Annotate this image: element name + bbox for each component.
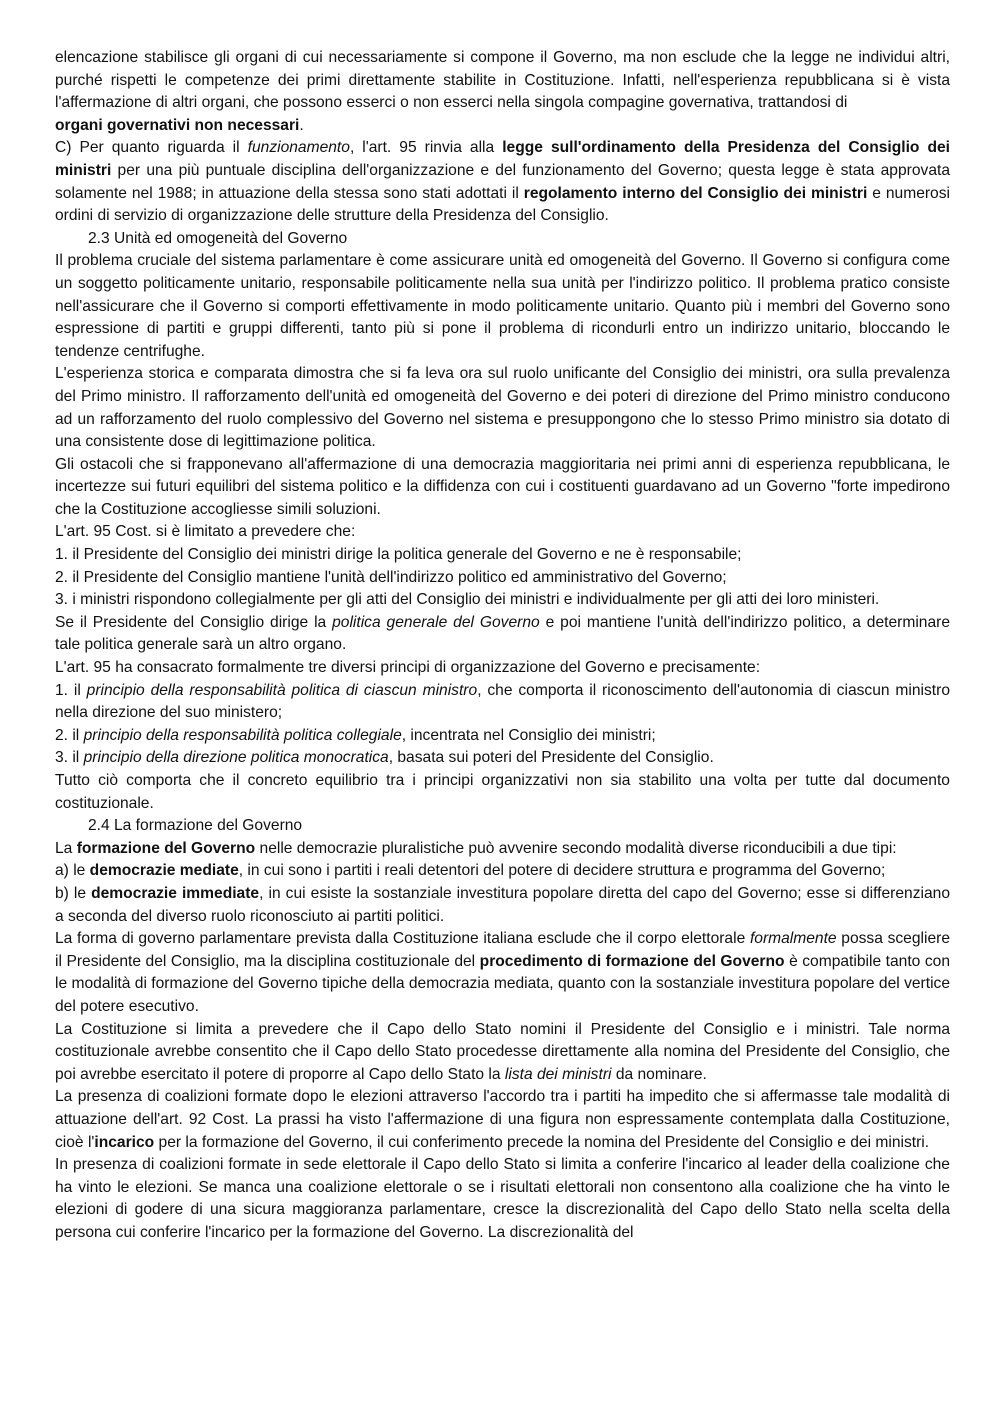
- text-run: In presenza di coalizioni formate in sede elettorale il Capo dello Stato si limita a conferire l'incarico al leader della coalizione che ha vinto le elezioni. Se manca una coalizione elettorale o se i risultati elettorali non consentono alla coalizione che ha vinto le elezioni di godere di una sicura maggioranza parlamentare, cresce la discrezionalità del Capo dello Stato nella scelta della persona cui conferire l'incarico per la formazione del Governo. La discrezionalità del: [55, 1156, 950, 1241]
- text-run: da nominare.: [611, 1065, 707, 1083]
- italic-text: principio della responsabilità politica di ciascun ministro: [86, 681, 478, 699]
- text-run: e numerosi ordini di servizio di organizzazione delle strutture della Presidenza del Consiglio.: [55, 184, 950, 225]
- bold-text: incarico: [94, 1133, 155, 1151]
- paragraph: [55, 47, 950, 115]
- italic-text: formalmente: [749, 930, 837, 948]
- text-run: a) le: [55, 862, 90, 880]
- text-run: 2. il Presidente del Consiglio mantiene l'unità dell'indirizzo politico ed amministrativo del Governo;: [55, 568, 727, 586]
- italic-text: politica generale del Governo: [332, 613, 540, 631]
- paragraph: [55, 1019, 950, 1087]
- paragraph: [55, 612, 950, 657]
- text-run: , che comporta il riconoscimento dell'autonomia di ciascun ministro nella direzione del suo ministero;: [55, 681, 950, 722]
- text-run: Tutto ciò comporta che il concreto equilibrio tra i principi organizzativi non sia stabilito una volta per tutte dal documento costituzionale.: [55, 772, 950, 812]
- text-run: nelle democrazie pluralistiche può avvenire secondo modalità diverse riconducibili a due tipi:: [255, 839, 897, 857]
- paragraph: [55, 770, 950, 815]
- text-run: Gli ostacoli che si frapponevano all'affermazione di una democrazia maggioritaria nei primi anni di esperienza repubblicana, le incertezze sui futuri equilibri del sistema politico e la diffidenza con cui i costituenti guardavano ad un Governo "forte impedirono che la Costituzione accogliesse simili soluzioni.: [55, 455, 950, 518]
- text-run: 2.4 La formazione del Governo: [88, 817, 303, 835]
- paragraph: [55, 137, 950, 227]
- text-run: per la formazione del Governo, il cui conferimento precede la nomina del Presidente del Consiglio e dei ministri.: [154, 1133, 930, 1151]
- text-run: è compatibile tanto con le modalità di formazione del Governo tipiche della democrazia mediata, quanto con la sostanziale investitura popolare del vertice del potere esecutivo.: [55, 952, 950, 1015]
- text-run: L'esperienza storica e comparata dimostra che si fa leva ora sul ruolo unificante del Consiglio dei ministri, ora sulla prevalenza del Primo ministro. Il rafforzamento dell'unità ed omogeneità del Governo e dei poteri di direzione del Primo ministro conducono ad un rafforzamento del ruolo complessivo del Governo nel sistema e presuppongono che lo stesso Primo ministro sia dotato di una consistente dose di legittimazione politica.: [55, 365, 950, 451]
- section-heading: [55, 815, 950, 838]
- text-run: C) Per quanto riguarda il: [55, 139, 248, 157]
- bold-text: organi governativi non necessari: [55, 116, 300, 134]
- text-run: La presenza di coalizioni formate dopo le elezioni attraverso l'accordo tra i partiti ha impedito che si affermasse tale modalità di attuazione dell'art. 92 Cost. La prassi ha visto l'affermazione di una figura non espressamente contemplata dalla Costituzione, cioè l': [55, 1088, 950, 1151]
- paragraph: [55, 838, 950, 861]
- bold-text: legge sull'ordinamento della Presidenza del Consiglio dei ministri: [55, 139, 950, 179]
- paragraph: [55, 454, 950, 522]
- bold-text: procedimento di formazione del Governo: [479, 952, 785, 970]
- paragraph: [55, 657, 950, 680]
- text-run: elencazione stabilisce gli organi di cui necessariamente si compone il Governo, ma non esclude che la legge ne individui altri, purché rispetti le competenze dei primi direttamente stabilite in Costituzione. Infatti, nell'esperienza repubblicana si è vista l'affermazione di altri organi, che possono esserci o non esserci nella singola compagine governativa, trattandosi di: [55, 49, 950, 112]
- bold-text: democrazie mediate: [89, 862, 239, 880]
- paragraph: [55, 747, 950, 770]
- paragraph: [55, 250, 950, 363]
- text-run: b) le: [55, 884, 92, 902]
- bold-text: formazione del Governo: [76, 839, 256, 857]
- paragraph: [55, 544, 950, 567]
- paragraph: [55, 860, 950, 883]
- paragraph: [55, 680, 950, 725]
- text-run: L'art. 95 ha consacrato formalmente tre diversi principi di organizzazione del Governo e precisamente:: [55, 659, 761, 677]
- text-run: L'art. 95 Cost. si è limitato a prevedere che:: [55, 523, 356, 541]
- paragraph: [55, 521, 950, 544]
- italic-text: principio della responsabilità politica collegiale: [83, 726, 402, 744]
- text-run: Se il Presidente del Consiglio dirige la: [55, 613, 333, 631]
- italic-text: principio della direzione politica monocratica: [83, 749, 389, 767]
- paragraph: [55, 115, 950, 138]
- paragraph: [55, 1086, 950, 1154]
- text-run: 2. il: [55, 726, 84, 744]
- text-run: 2.3 Unità ed omogeneità del Governo: [88, 229, 348, 247]
- text-run: Il problema cruciale del sistema parlamentare è come assicurare unità ed omogeneità del Governo. Il Governo si configura come un soggetto politicamente unitario, responsabile politicamente nella sua unità per l'indirizzo politico. Il problema pratico consiste nell'assicurare che il Governo si comporti effettivamente in modo politicamente unitario. Quanto più i membri del Governo sono espressione di partiti e gruppi differenti, tanto più si pone il problema di ricondurli entro un indirizzo unitario, bloccando le tendenze centrifughe.: [55, 252, 950, 360]
- text-run: per una più puntuale disciplina dell'organizzazione e del funzionamento del Governo; questa legge è stata approvata solamente nel 1988; in attuazione della stessa sono stati adottati il: [55, 161, 950, 202]
- italic-text: funzionamento: [247, 139, 350, 157]
- text-run: , basata sui poteri del Presidente del Consiglio.: [388, 749, 714, 767]
- text-run: 1. il: [55, 681, 87, 699]
- paragraph: [55, 589, 950, 612]
- paragraph: [55, 1154, 950, 1244]
- bold-text: regolamento interno del Consiglio dei ministri: [523, 184, 868, 202]
- paragraph: [55, 725, 950, 748]
- text-run: La Costituzione si limita a prevedere che il Capo dello Stato nomini il Presidente del Consiglio e i ministri. Tale norma costituzionale avrebbe consentito che il Capo dello Stato procedesse direttamente alla nomina del Presidente del Consiglio, che poi avrebbe esercitato il potere di proporre al Capo dello Stato la: [55, 1020, 950, 1083]
- text-run: 3. i ministri rispondono collegialmente per gli atti del Consiglio dei ministri e individualmente per gli atti dei loro ministeri.: [55, 591, 880, 609]
- text-run: .: [299, 116, 304, 134]
- text-run: 1. il Presidente del Consiglio dei ministri dirige la politica generale del Governo e ne è responsabile;: [55, 546, 742, 564]
- text-run: , l'art. 95 rinvia alla: [349, 139, 503, 157]
- text-run: , in cui esiste la sostanziale investitura popolare diretta del capo del Governo; esse si differenziano a seconda del diverso ruolo riconosciuto ai partiti politici.: [55, 884, 950, 925]
- italic-text: lista dei ministri: [504, 1065, 612, 1083]
- section-heading: [55, 228, 950, 251]
- paragraph: [55, 883, 950, 928]
- text-run: , incentrata nel Consiglio dei ministri;: [401, 726, 656, 744]
- bold-text: democrazie immediate: [91, 884, 260, 902]
- paragraph: [55, 567, 950, 590]
- text-run: , in cui sono i partiti i reali detentori del potere di decidere struttura e programma del Governo;: [238, 862, 886, 880]
- text-run: La: [55, 839, 77, 857]
- paragraph: [55, 928, 950, 1018]
- text-run: La forma di governo parlamentare prevista dalla Costituzione italiana esclude che il corpo elettorale: [55, 930, 750, 948]
- text-run: e poi mantiene l'unità dell'indirizzo politico, a determinare tale politica generale sarà un altro organo.: [55, 613, 950, 654]
- paragraph: [55, 363, 950, 453]
- text-run: 3. il: [55, 749, 84, 767]
- text-run: possa scegliere il Presidente del Consiglio, ma la disciplina costituzionale del: [55, 930, 950, 970]
